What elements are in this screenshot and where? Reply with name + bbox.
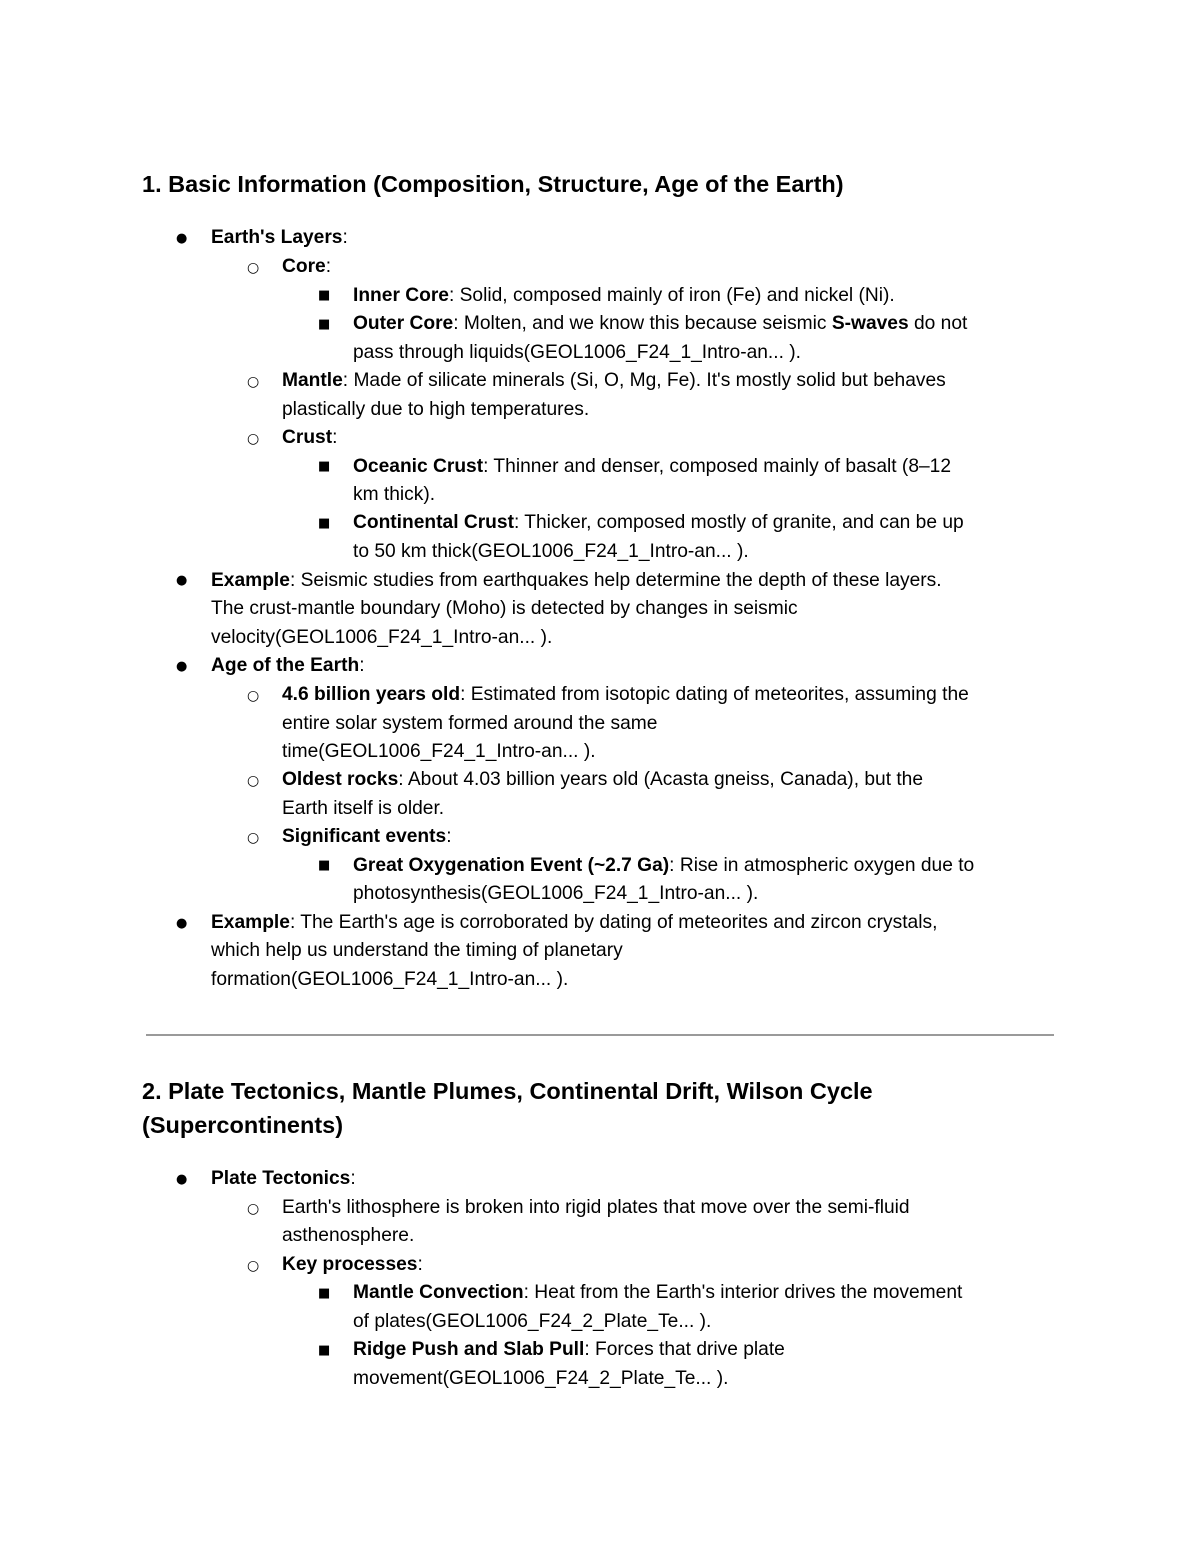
list-item-significant-events bbox=[282, 823, 452, 852]
square-bullet-icon: ■ bbox=[318, 317, 331, 332]
section-2-heading: 2. Plate Tectonics, Mantle Plumes, Continental Drift, Wilson Cycle (Supercontinents) bbox=[142, 1078, 873, 1138]
list-item-continuation: asthenosphere. bbox=[282, 1225, 415, 1246]
item-text: : Molten, and we know this because seismic bbox=[453, 313, 832, 334]
bullet-icon: ● bbox=[176, 231, 188, 246]
item-colon: : bbox=[332, 427, 338, 448]
item-label: Inner Core bbox=[353, 285, 449, 306]
list-item-continuation: to 50 km thick(GEOL1006_F24_1_Intro-an... ). bbox=[353, 541, 749, 562]
list-item-continental-crust bbox=[353, 509, 964, 538]
hollow-bullet-icon: ○ bbox=[247, 830, 260, 846]
item-emphasis: S-waves bbox=[831, 313, 909, 334]
hollow-bullet-icon: ○ bbox=[247, 688, 260, 704]
list-item-continuation: time(GEOL1006_F24_1_Intro-an... ). bbox=[282, 741, 596, 762]
square-bullet-icon: ■ bbox=[318, 516, 331, 531]
list-item-example-age bbox=[211, 909, 937, 938]
item-text: : Forces that drive plate bbox=[584, 1339, 785, 1360]
hollow-bullet-icon: ○ bbox=[247, 431, 260, 447]
hollow-bullet-icon: ○ bbox=[247, 1201, 260, 1217]
item-label: Oldest rocks bbox=[282, 769, 399, 790]
item-label: Example bbox=[211, 570, 290, 591]
item-label: Continental Crust bbox=[353, 512, 514, 533]
item-label: Ridge Push and Slab Pull bbox=[353, 1339, 585, 1360]
list-item-earths-layers bbox=[211, 224, 348, 253]
hollow-bullet-icon: ○ bbox=[247, 773, 260, 789]
item-label: Age of the Earth bbox=[211, 655, 360, 676]
list-item-continuation: The crust-mantle boundary (Moho) is detected by changes in seismic bbox=[211, 598, 798, 619]
list-item-continuation: photosynthesis(GEOL1006_F24_1_Intro-an... ). bbox=[353, 883, 759, 904]
hollow-bullet-icon: ○ bbox=[247, 374, 260, 390]
item-label: Oceanic Crust bbox=[353, 456, 484, 477]
square-bullet-icon: ■ bbox=[318, 1286, 331, 1301]
list-item-great-oxygenation bbox=[353, 852, 974, 881]
list-item-mantle bbox=[282, 367, 946, 396]
square-bullet-icon: ■ bbox=[318, 1343, 331, 1358]
item-label: Outer Core bbox=[353, 313, 454, 334]
list-item-continuation: pass through liquids(GEOL1006_F24_1_Intro-an... ). bbox=[353, 342, 801, 363]
list-item-lithosphere: Earth's lithosphere is broken into rigid plates that move over the semi-fluid bbox=[282, 1197, 910, 1218]
item-label: Significant events bbox=[282, 826, 447, 847]
list-item-age-of-earth bbox=[211, 652, 365, 681]
list-item-ridge-push bbox=[353, 1336, 785, 1365]
square-bullet-icon: ■ bbox=[318, 858, 331, 873]
item-colon: : bbox=[446, 826, 452, 847]
item-label: Crust bbox=[282, 427, 333, 448]
item-colon: : bbox=[417, 1254, 423, 1275]
item-text: : Heat from the Earth's interior drives the movement bbox=[523, 1282, 963, 1303]
list-item-continuation: movement(GEOL1006_F24_2_Plate_Te... ). bbox=[353, 1368, 729, 1389]
bullet-icon: ● bbox=[176, 659, 188, 674]
item-text: : Thinner and denser, composed mainly of basalt (8–12 bbox=[483, 456, 952, 477]
list-item-oceanic-crust bbox=[353, 453, 951, 482]
item-text: : Thicker, composed mostly of granite, and can be up bbox=[513, 512, 964, 533]
item-text: : Estimated from isotopic dating of meteorites, assuming the bbox=[460, 684, 969, 705]
bullet-icon: ● bbox=[176, 916, 188, 931]
list-item-continuation: velocity(GEOL1006_F24_1_Intro-an... ). bbox=[211, 627, 553, 648]
item-label: Earth's Layers bbox=[211, 227, 343, 248]
bullet-icon: ● bbox=[176, 1172, 188, 1187]
item-label: 4.6 billion years old bbox=[282, 684, 461, 705]
item-colon: : bbox=[350, 1168, 356, 1189]
item-text: : The Earth's age is corroborated by dating of meteorites and zircon crystals, bbox=[289, 912, 938, 933]
horizontal-rule bbox=[146, 1034, 1054, 1036]
item-colon: : bbox=[342, 227, 348, 248]
list-item-continuation: of plates(GEOL1006_F24_2_Plate_Te... ). bbox=[353, 1311, 712, 1332]
item-label: Mantle bbox=[282, 370, 343, 391]
item-label: Key processes bbox=[282, 1254, 418, 1275]
list-item-mantle-convection bbox=[353, 1279, 962, 1308]
item-label: Plate Tectonics bbox=[211, 1168, 351, 1189]
item-text: : Seismic studies from earthquakes help determine the depth of these layers. bbox=[289, 570, 942, 591]
list-item-continuation: Earth itself is older. bbox=[282, 798, 445, 819]
item-colon: : bbox=[325, 256, 332, 277]
item-label: Mantle Convection bbox=[353, 1282, 524, 1303]
list-item-outer-core bbox=[353, 310, 967, 339]
list-item-example-seismic bbox=[211, 567, 942, 596]
item-text: : Made of silicate minerals (Si, O, Mg, Fe). It's mostly solid but behaves bbox=[342, 370, 946, 391]
square-bullet-icon: ■ bbox=[318, 459, 331, 474]
list-item-continuation: entire solar system formed around the same bbox=[282, 713, 658, 734]
bullet-icon: ● bbox=[176, 573, 188, 588]
list-item-age-4-6 bbox=[282, 681, 969, 710]
item-text: : About 4.03 billion years old (Acasta gneiss, Canada), but the bbox=[398, 769, 924, 790]
square-bullet-icon: ■ bbox=[318, 288, 331, 303]
list-item-crust bbox=[282, 424, 337, 453]
list-item-plate-tectonics bbox=[211, 1165, 356, 1194]
list-item-continuation: plastically due to high temperatures. bbox=[282, 399, 590, 420]
list-item-core bbox=[282, 253, 331, 282]
list-item-inner-core bbox=[353, 282, 895, 311]
list-item-continuation: formation(GEOL1006_F24_1_Intro-an... ). bbox=[211, 969, 569, 990]
list-item-continuation: km thick). bbox=[353, 484, 436, 505]
list-item-continuation: which help us understand the timing of planetary bbox=[211, 940, 623, 961]
item-colon: : bbox=[359, 655, 365, 676]
item-text: : Solid, composed mainly of iron (Fe) and nickel (Ni). bbox=[448, 285, 895, 306]
item-label: Core bbox=[282, 256, 326, 277]
list-item-oldest-rocks bbox=[282, 766, 923, 795]
list-item-key-processes bbox=[282, 1251, 423, 1280]
item-text: do not bbox=[908, 313, 968, 334]
item-text: : Rise in atmospheric oxygen due to bbox=[669, 855, 975, 876]
hollow-bullet-icon: ○ bbox=[247, 1258, 260, 1274]
section-1-heading: 1. Basic Information (Composition, Structure, Age of the Earth) bbox=[142, 171, 844, 197]
item-label: Great Oxygenation Event (~2.7 Ga) bbox=[353, 855, 670, 876]
item-label: Example bbox=[211, 912, 290, 933]
hollow-bullet-icon: ○ bbox=[247, 260, 260, 276]
